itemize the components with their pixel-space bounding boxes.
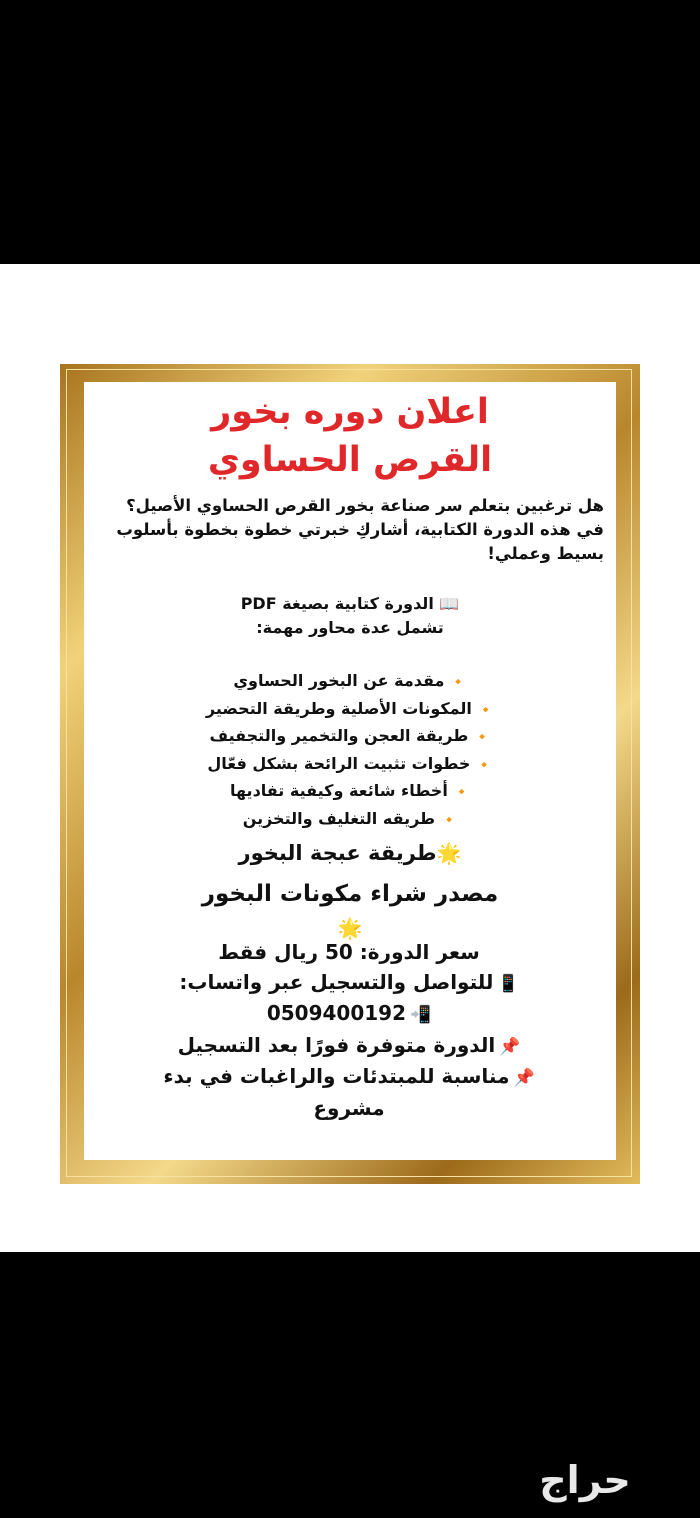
topic-text: طريقة العجن والتخمير والتجفيف xyxy=(209,726,469,745)
intro-line-1: هل ترغبين بتعلم سر صناعة بخور القرص الحساوي الأصيل؟ xyxy=(126,496,604,515)
note-text: الدورة متوفرة فورًا بعد التسجيل xyxy=(177,1032,496,1057)
intro-line-3: بسيط وعملي! xyxy=(487,544,604,563)
phone-line xyxy=(134,999,564,1031)
list-item xyxy=(84,723,616,751)
method-text: طريقة عبجة البخور xyxy=(238,841,437,865)
note-text: مناسبة للمبتدئات والراغبات في بدء مشروع xyxy=(163,1064,510,1120)
note-line-2 xyxy=(134,1062,564,1123)
pdf-line xyxy=(84,592,616,616)
pin-icon: 📌 xyxy=(513,1068,535,1088)
intro-line-2: في هذه الدورة الكتابية، أشاركِ خبرتي خطوة بخطوة بأسلوب xyxy=(116,520,604,539)
diamond-bullet-icon: 🔸 xyxy=(441,812,458,828)
title-line-2: القرص الحساوي xyxy=(207,440,493,480)
list-item xyxy=(84,806,616,834)
phone-arrow-icon: 📲 xyxy=(410,1005,432,1025)
star-icon: 🌟 xyxy=(436,841,462,865)
pin-icon: 📌 xyxy=(499,1036,521,1057)
topic-text: طريقه التغليف والتخزين xyxy=(242,808,436,828)
phone-icon: 📱 xyxy=(497,973,519,994)
pdf-block xyxy=(84,592,616,640)
diamond-bullet-icon: 🔸 xyxy=(450,675,467,690)
note-line-1 xyxy=(134,1031,564,1063)
book-icon: 📖 xyxy=(439,594,460,613)
diamond-bullet-icon: 🔸 xyxy=(474,730,491,745)
topic-text: مقدمة عن البخور الحساوي xyxy=(233,671,445,690)
ad-intro xyxy=(96,494,604,566)
list-item xyxy=(84,696,616,724)
topic-text: خطوات تثبيت الرائحة بشكل فعّال xyxy=(207,753,471,773)
topic-text: المكونات الأصلية وطريقة التحضير xyxy=(205,698,472,718)
list-item xyxy=(84,668,616,696)
phone-number: 0509400192 xyxy=(266,1001,406,1025)
star-icon: 🌟 xyxy=(337,916,363,940)
price-line: سعر الدورة: 50 ريال فقط xyxy=(218,940,480,964)
topics-list xyxy=(84,668,616,833)
method-line xyxy=(84,838,616,868)
diamond-bullet-icon: 🔸 xyxy=(477,702,495,718)
ad-title xyxy=(84,388,616,484)
contact-line xyxy=(134,968,564,1000)
contact-text: للتواصل والتسجيل عبر واتساب: xyxy=(179,969,494,994)
pdf-text: الدورة كتابية بصيغة PDF xyxy=(240,594,434,613)
list-item xyxy=(84,751,616,779)
diamond-bullet-icon: 🔸 xyxy=(476,757,493,773)
ad-content xyxy=(84,382,616,1160)
haraj-logo-watermark: حراج xyxy=(539,1458,631,1502)
topics-intro: تشمل عدة محاور مهمة: xyxy=(256,618,444,637)
title-line-1: اعلان دوره بخور xyxy=(211,392,489,432)
details-block xyxy=(134,938,564,1123)
source-line: مصدر شراء مكونات البخور xyxy=(201,881,499,907)
list-item xyxy=(84,778,616,806)
topic-text: أخطاء شائعة وكيفية تفاديها xyxy=(229,781,448,800)
diamond-bullet-icon: 🔸 xyxy=(453,785,471,800)
